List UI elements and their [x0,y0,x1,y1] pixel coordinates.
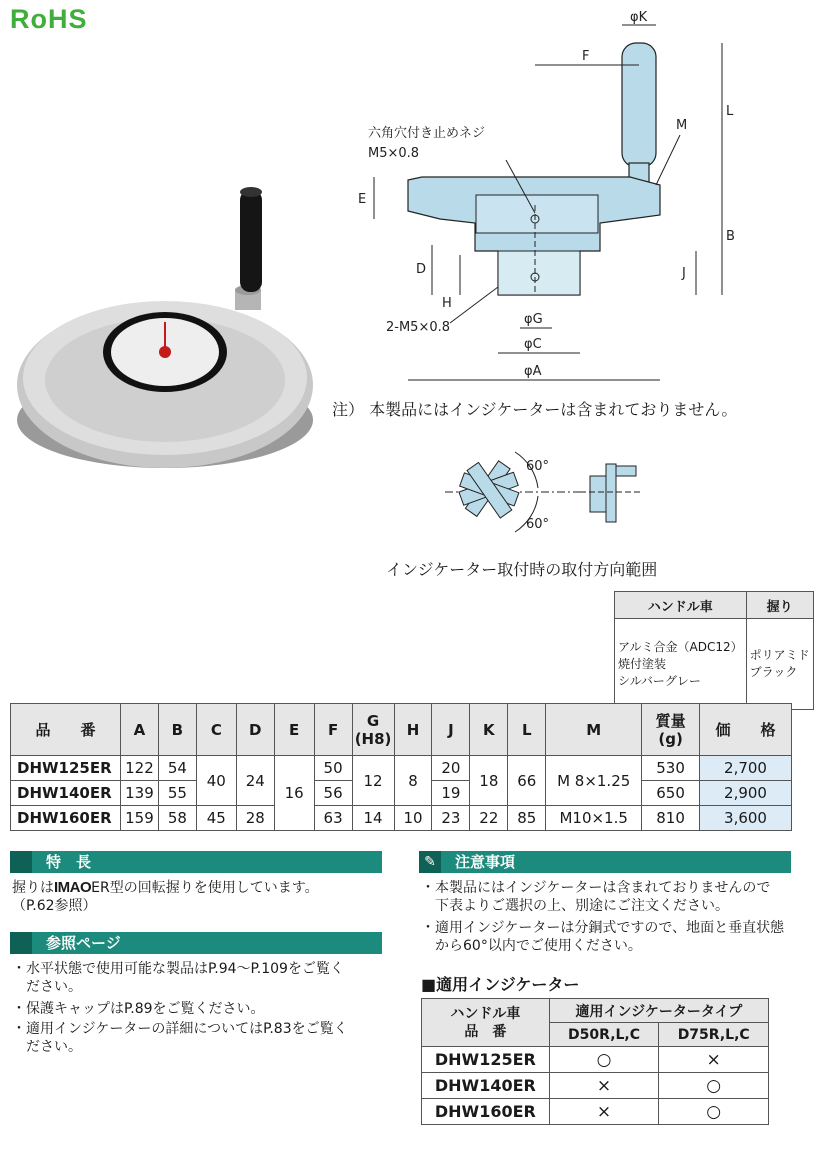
apl-col-d75: D75R,L,C [659,1023,769,1047]
grip-material-line: ポリアミド [749,648,810,662]
cell-M: M 8×1.25 [546,756,642,806]
wheel-finish-line: 焼付塗装 [618,656,667,671]
col-price: 価 格 [700,704,792,756]
dim-E: E [358,192,367,207]
caution-item-1-l2: 下表よりご選択の上、別途にご注文ください。 [421,898,729,914]
apl-d50: ○ [549,1047,659,1073]
cell-L: 66 [508,756,546,806]
reference-item [12,1020,392,1056]
cell-A: 122 [120,756,158,781]
features-bar [10,851,382,873]
apl-d50: × [549,1099,659,1125]
col-L: L [508,704,546,756]
material-header-grip: 握り [746,592,813,619]
cell-mass: 530 [642,756,700,781]
references-bar-cap [10,932,32,954]
cell-price: 2,700 [700,756,792,781]
cell-C: 45 [196,806,236,831]
model-cell: DHW125ER [11,756,121,781]
applicable-title: ■適用インジケーター [421,975,580,994]
col-model: 品 番 [11,704,121,756]
col-D: D [236,704,274,756]
features-line2: （P.62参照） [12,898,97,914]
dim-phiG: φG [524,312,543,327]
features-line1-pre: 握りは [12,880,54,896]
cell-E: 16 [274,756,314,831]
indicator-note: 注） 本製品にはインジケーターは含まれておりません。 [332,400,738,419]
dim-phiC: φC [524,337,542,352]
apl-d75: × [659,1047,769,1073]
col-B: B [158,704,196,756]
angle-range-figure [440,430,655,550]
caution-item [421,919,793,955]
features-bar-cap [10,851,32,873]
material-grip [746,619,813,710]
imao-logo: IMAO [54,879,92,896]
cell-K: 22 [470,806,508,831]
cell-D: 24 [236,756,274,806]
cell-mass: 650 [642,781,700,806]
cell-G: 12 [352,756,394,806]
material-header-wheel: ハンドル車 [615,592,747,619]
reference-item-2: ・保護キャップはP.89をご覧ください。 [12,1001,265,1017]
cell-H: 8 [394,756,432,806]
cell-F: 50 [314,756,352,781]
dim-phiA: φA [524,364,542,379]
table-row [422,1073,769,1099]
apl-d75: ○ [659,1073,769,1099]
col-C: C [196,704,236,756]
wheel-color-line: シルバーグレー [618,673,701,688]
dim-D: D [416,262,427,277]
cell-price: 3,600 [700,806,792,831]
references-title: 参照ページ [46,934,121,952]
cell-L: 85 [508,806,546,831]
col-J: J [432,704,470,756]
references-bar [10,932,382,954]
model-cell: DHW140ER [11,781,121,806]
applicable-table [421,998,769,1125]
table-row [11,756,792,781]
cell-price: 2,900 [700,781,792,806]
spec-table [10,703,792,831]
dim-H: H [442,296,452,311]
apl-d50: × [549,1073,659,1099]
dim-L: L [726,104,734,119]
cell-H: 10 [394,806,432,831]
pencil-icon: ✎ [419,851,441,873]
col-G-tol: (H8) [354,729,392,748]
cell-B: 55 [158,781,196,806]
col-F: F [314,704,352,756]
dim-B: B [726,229,735,244]
reference-item [12,1000,392,1018]
cell-F: 56 [314,781,352,806]
table-row [11,806,792,831]
reference-item [12,960,392,996]
caution-item-2-l2: から60°以内でご使用ください。 [421,938,642,954]
grip-color-line: ブラック [749,665,798,679]
cell-K: 18 [470,756,508,806]
caution-item-2-l1: ・適用インジケーターは分銅式ですので、地面と垂直状態 [421,920,785,936]
features-line1-post: ER型の回転握りを使用しています。 [91,880,319,896]
cell-A: 139 [120,781,158,806]
col-mass-label: 質量 [655,711,686,730]
cell-A: 159 [120,806,158,831]
product-photo [5,180,315,480]
material-table [614,591,814,710]
caution-item [421,879,793,915]
apl-model: DHW140ER [422,1073,550,1099]
apl-header-model-2: 品 番 [464,1023,507,1040]
model-cell: DHW160ER [11,806,121,831]
dim-phiK: φK [630,10,648,25]
cell-C: 40 [196,756,236,806]
angle-bottom-label: 60° [526,517,550,532]
features-title: 特 長 [46,853,92,871]
dim-M: M [676,118,688,133]
apl-model: DHW160ER [422,1099,550,1125]
cell-M: M10×1.5 [546,806,642,831]
reference-item-1-l2: ださい。 [12,979,82,995]
apl-col-d50: D50R,L,C [549,1023,659,1047]
col-M: M [546,704,642,756]
dim-J: J [682,266,686,281]
col-G [352,704,394,756]
cell-J: 23 [432,806,470,831]
apl-model: DHW125ER [422,1047,550,1073]
cell-mass: 810 [642,806,700,831]
cell-B: 58 [158,806,196,831]
cell-J: 19 [432,781,470,806]
cell-J: 20 [432,756,470,781]
reference-item-3-l2: ださい。 [12,1039,82,1055]
col-E: E [274,704,314,756]
apl-header-model-1: ハンドル車 [450,1005,521,1022]
dimension-drawing [330,5,760,395]
apl-d75: ○ [659,1099,769,1125]
rohs-logo: RoHS [10,4,88,34]
cell-G: 14 [352,806,394,831]
apl-header-model [422,999,550,1047]
tap-label: 2-M5×0.8 [386,320,451,335]
col-mass [642,704,700,756]
set-screw-label: 六角穴付き止めネジ [368,126,486,141]
col-A: A [120,704,158,756]
dim-F: F [582,49,590,64]
col-G-label: G [366,711,380,730]
material-wheel [615,619,747,710]
angle-caption: インジケーター取付時の取付方向範囲 [386,560,658,579]
reference-item-1-l1: ・水平状態で使用可能な製品はP.94～P.109をご覧く [12,961,344,977]
col-K: K [470,704,508,756]
reference-item-3-l1: ・適用インジケーターの詳細についてはP.83をご覧く [12,1021,348,1037]
angle-top-label: 60° [526,459,550,474]
cell-B: 54 [158,756,196,781]
table-row [422,1099,769,1125]
cell-D: 28 [236,806,274,831]
col-mass-unit: (g) [658,729,683,748]
apl-header-type: 適用インジケータータイプ [549,999,768,1023]
cautions-bar [419,851,791,873]
features-text [12,879,384,915]
cell-F: 63 [314,806,352,831]
table-row [422,1047,769,1073]
set-screw-size: M5×0.8 [368,146,420,161]
cautions-title: 注意事項 [455,853,516,871]
col-H: H [394,704,432,756]
wheel-material-line: アルミ合金（ADC12） [618,639,743,654]
caution-item-1-l1: ・本製品にはインジケーターは含まれておりませんので [421,880,771,896]
